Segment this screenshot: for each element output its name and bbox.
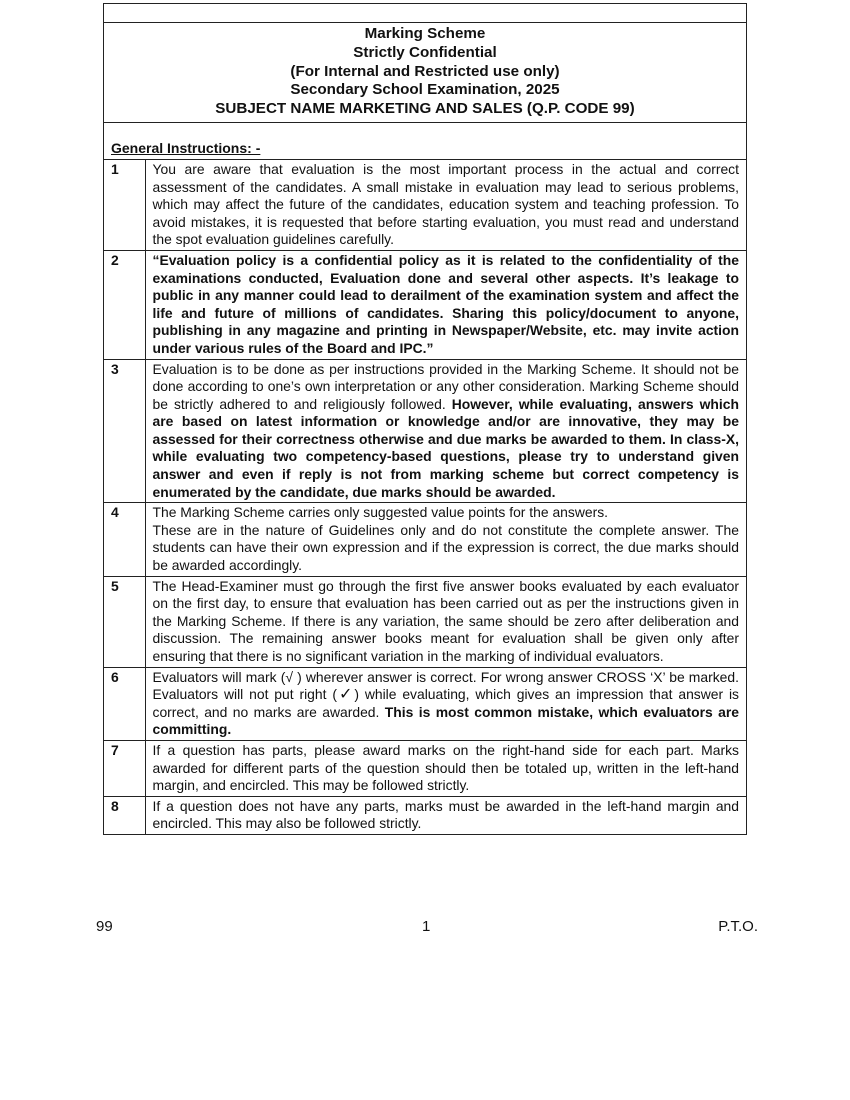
instruction-row [104,740,746,796]
top-empty-row [104,4,746,23]
instruction-text: If a question does not have any parts, marks must be awarded in the left-hand margin and encircled. This may also be followed strictly. [145,796,746,834]
instruction-number: 2 [104,250,145,359]
general-instructions-heading: General Instructions: - [111,139,261,156]
document-header [104,23,746,123]
instruction-text: If a question has parts, please award marks on the right-hand side for each part. Marks awarded for different parts of the question should then be totaled up, written in the left-hand margin, and encircled. This may be followed strictly. [145,740,746,796]
marking-scheme-frame [103,3,747,835]
instruction-number: 8 [104,796,145,834]
instruction-row [104,667,746,740]
instruction-row [104,796,746,834]
instruction-row [104,359,746,503]
header-exam: Secondary School Examination, 2025 [290,81,560,99]
instruction-number: 5 [104,576,145,667]
instruction-line: The Marking Scheme carries only suggested value points for the answers. [152,504,609,521]
general-instructions-row [104,123,746,160]
instruction-row [104,160,746,250]
instruction-cell [145,359,746,503]
instruction-cell [145,667,746,740]
instruction-number: 6 [104,667,145,740]
instruction-text: Evaluation is to be done as per instructions provided in the Marking Scheme. It should not be done according to one’s own interpretation or any other consideration. Marking Scheme should be strictly adhered to and religiously followed. [152,360,739,412]
instruction-cell [145,503,746,576]
pto-label: P.T.O. [718,918,758,935]
instruction-number: 3 [104,359,145,503]
header-confidential: Strictly Confidential [353,43,497,61]
page-number: 1 [422,918,431,935]
instruction-number: 1 [104,160,145,250]
instruction-number: 4 [104,503,145,576]
instruction-text-bold: However, while evaluating, answers which are based on latest information or knowledge and/or are innovative, they may be assessed for their correctness otherwise and due marks be awarded to them. In class-X, while evaluating two competency-based questions, please try to understand given answer and even if reply is not from marking scheme but correct competency is enumerated by the candidate, due marks should be awarded. [152,395,739,500]
check-mark-icon: ✓ [336,686,355,704]
instruction-text-bold: “Evaluation policy is a confidential policy as it is related to the confidentiality of the examinations conducted, Evaluation done and several other aspects. It’s leakage to public in any manner could lead to derailment of the examination system and affect the life and future of millions of candidates. Sharing this policy/document to anyone, publishing in any magazine and printing in Newspaper/Website, etc. may invite action under various rules of the Board and IPC.” [145,250,746,359]
instruction-row [104,503,746,576]
instruction-text: Evaluators will mark (√ ) wherever answer is correct. For wrong answer CROSS ‘X’ be marked. Evaluators will not put right ( [152,668,739,703]
instruction-number: 7 [104,740,145,796]
instruction-text: The Head-Examiner must go through the first five answer books evaluated by each evaluator on the first day, to ensure that evaluation has been carried out as per the instructions given in the Marking Scheme. If there is any variation, the same should be zero after deliberation and discussion. The remaining answer books meant for evaluation shall be given only after ensuring that there is no significant variation in the marking of individual evaluators. [145,576,746,667]
header-subject: SUBJECT NAME MARKETING AND SALES (Q.P. CODE 99) [215,100,635,118]
instruction-text: You are aware that evaluation is the most important process in the actual and correct assessment of the candidates. A small mistake in evaluation may lead to serious problems, which may affect the future of the candidates, education system and teaching profession. To avoid mistakes, it is requested that before starting evaluation, you must read and understand the spot evaluation guidelines carefully. [152,160,739,248]
header-restricted: (For Internal and Restricted use only) [290,62,560,80]
footer-code: 99 [96,918,113,935]
instruction-text: ) while evaluating, which gives an impression that answer is correct, and no marks are awarded. [152,686,740,720]
instruction-row [104,576,746,667]
instructions-table [104,160,746,834]
header-title: Marking Scheme [364,25,486,42]
instruction-text-bold: This is most common mistake, which evaluators are committing. [152,703,739,738]
instruction-line: These are in the nature of Guidelines only and do not constitute the complete answer. The students can have their own expression and if the expression is correct, the due marks should be awarded accordingly. [152,521,739,574]
instruction-row [104,250,746,359]
